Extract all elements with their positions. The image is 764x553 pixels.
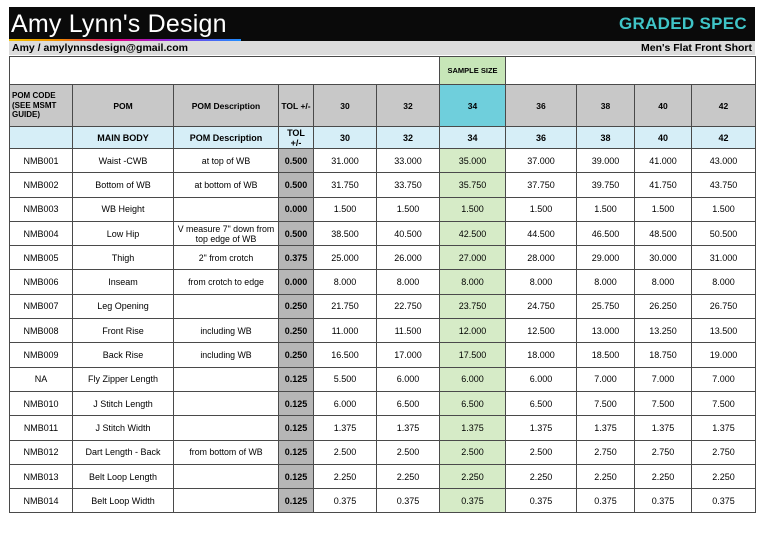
size-value-cell: 11.500	[377, 319, 440, 343]
pom-code-cell: NMB010	[10, 391, 73, 415]
pom-description-cell	[174, 197, 279, 221]
sample-size-value-cell: 1.375	[440, 416, 506, 440]
pom-code-cell: NMB008	[10, 319, 73, 343]
size-value-cell: 44.500	[506, 221, 577, 245]
sample-size-value-cell: 27.000	[440, 246, 506, 270]
size-value-cell: 31.750	[314, 173, 377, 197]
tolerance-cell: 0.250	[279, 319, 314, 343]
tolerance-cell: 0.125	[279, 440, 314, 464]
pom-name-cell: Front Rise	[73, 319, 174, 343]
size-value-cell: 8.000	[635, 270, 692, 294]
size-value-cell: 17.000	[377, 343, 440, 367]
tolerance-cell: 0.000	[279, 270, 314, 294]
size-value-cell: 8.000	[692, 270, 756, 294]
section-pom-description: POM Description	[174, 127, 279, 149]
header-size: 38	[577, 85, 635, 127]
tolerance-cell: 0.375	[279, 246, 314, 270]
pom-code-cell: NMB006	[10, 270, 73, 294]
sample-size-label: SAMPLE SIZE	[440, 57, 506, 85]
pom-description-cell	[174, 294, 279, 318]
brand-name: Amy Lynn's Design	[11, 10, 227, 38]
tolerance-cell: 0.125	[279, 391, 314, 415]
size-value-cell: 25.750	[577, 294, 635, 318]
info-bar	[9, 41, 755, 55]
size-value-cell: 7.000	[577, 367, 635, 391]
sample-size-value-cell: 6.500	[440, 391, 506, 415]
pom-code-cell: NMB001	[10, 149, 73, 173]
size-value-cell: 6.000	[506, 367, 577, 391]
size-value-cell: 7.500	[577, 391, 635, 415]
size-value-cell: 7.500	[692, 391, 756, 415]
pom-name-cell: Belt Loop Length	[73, 464, 174, 488]
pom-code-cell: NMB005	[10, 246, 73, 270]
header-size: 30	[314, 85, 377, 127]
sample-size-row	[10, 57, 756, 85]
size-value-cell: 0.375	[577, 489, 635, 513]
blank-cell	[10, 57, 440, 85]
size-value-cell: 0.375	[506, 489, 577, 513]
size-value-cell: 28.000	[506, 246, 577, 270]
pom-description-cell: at top of WB	[174, 149, 279, 173]
pom-name-cell: J Stitch Width	[73, 416, 174, 440]
sample-size-value-cell: 17.500	[440, 343, 506, 367]
size-value-cell: 2.750	[635, 440, 692, 464]
size-value-cell: 1.500	[506, 197, 577, 221]
size-value-cell: 33.000	[377, 149, 440, 173]
garment-name: Men's Flat Front Short	[641, 42, 752, 54]
tolerance-cell: 0.500	[279, 221, 314, 245]
size-value-cell: 41.750	[635, 173, 692, 197]
pom-code-cell: NA	[10, 367, 73, 391]
size-value-cell: 39.750	[577, 173, 635, 197]
tolerance-cell: 0.500	[279, 173, 314, 197]
section-size: 34	[440, 127, 506, 149]
section-size: 40	[635, 127, 692, 149]
size-value-cell: 21.750	[314, 294, 377, 318]
size-value-cell: 43.750	[692, 173, 756, 197]
size-value-cell: 7.000	[635, 367, 692, 391]
table-row	[10, 489, 756, 513]
size-value-cell: 1.500	[577, 197, 635, 221]
sample-size-value-cell: 0.375	[440, 489, 506, 513]
header-size: 32	[377, 85, 440, 127]
size-value-cell: 39.000	[577, 149, 635, 173]
size-value-cell: 50.500	[692, 221, 756, 245]
size-value-cell: 0.375	[377, 489, 440, 513]
pom-name-cell: WB Height	[73, 197, 174, 221]
pom-name-cell: Thigh	[73, 246, 174, 270]
size-value-cell: 26.750	[692, 294, 756, 318]
size-value-cell: 1.375	[692, 416, 756, 440]
size-value-cell: 8.000	[506, 270, 577, 294]
contact-text: Amy / amylynnsdesign@gmail.com	[12, 42, 188, 54]
size-value-cell: 0.375	[635, 489, 692, 513]
size-value-cell: 6.500	[377, 391, 440, 415]
size-value-cell: 18.750	[635, 343, 692, 367]
sample-size-value-cell: 42.500	[440, 221, 506, 245]
pom-name-cell: Leg Opening	[73, 294, 174, 318]
table-row	[10, 173, 756, 197]
header-pom-code: POM CODE (SEE MSMT GUIDE)	[10, 85, 73, 127]
size-value-cell: 7.000	[692, 367, 756, 391]
section-row-main-body	[10, 127, 756, 149]
size-value-cell: 2.250	[314, 464, 377, 488]
size-value-cell: 11.000	[314, 319, 377, 343]
tolerance-cell: 0.000	[279, 197, 314, 221]
doc-type-title: GRADED SPEC	[619, 14, 747, 33]
size-value-cell: 13.250	[635, 319, 692, 343]
size-value-cell: 30.000	[635, 246, 692, 270]
size-value-cell: 1.375	[506, 416, 577, 440]
pom-description-cell: 2" from crotch	[174, 246, 279, 270]
pom-description-cell	[174, 416, 279, 440]
size-value-cell: 40.500	[377, 221, 440, 245]
sample-size-value-cell: 1.500	[440, 197, 506, 221]
size-value-cell: 7.500	[635, 391, 692, 415]
header-size: 36	[506, 85, 577, 127]
header-size: 42	[692, 85, 756, 127]
sample-size-value-cell: 2.500	[440, 440, 506, 464]
tolerance-cell: 0.125	[279, 464, 314, 488]
size-value-cell: 2.250	[577, 464, 635, 488]
column-header-row	[10, 85, 756, 127]
size-value-cell: 25.000	[314, 246, 377, 270]
size-value-cell: 1.500	[635, 197, 692, 221]
pom-description-cell: from crotch to edge	[174, 270, 279, 294]
sample-size-value-cell: 12.000	[440, 319, 506, 343]
size-value-cell: 37.000	[506, 149, 577, 173]
tolerance-cell: 0.250	[279, 294, 314, 318]
pom-description-cell: including WB	[174, 319, 279, 343]
header-size-sample: 34	[440, 85, 506, 127]
size-value-cell: 1.500	[377, 197, 440, 221]
table-row	[10, 197, 756, 221]
pom-code-cell: NMB012	[10, 440, 73, 464]
pom-name-cell: Low Hip	[73, 221, 174, 245]
header-pom: POM	[73, 85, 174, 127]
sample-size-value-cell: 35.750	[440, 173, 506, 197]
header-bar	[9, 7, 755, 41]
size-value-cell: 1.500	[692, 197, 756, 221]
pom-code-cell: NMB002	[10, 173, 73, 197]
size-value-cell: 2.250	[506, 464, 577, 488]
size-value-cell: 8.000	[377, 270, 440, 294]
size-value-cell: 18.000	[506, 343, 577, 367]
sample-size-value-cell: 23.750	[440, 294, 506, 318]
pom-name-cell: Bottom of WB	[73, 173, 174, 197]
size-value-cell: 38.500	[314, 221, 377, 245]
table-row	[10, 464, 756, 488]
size-value-cell: 1.375	[635, 416, 692, 440]
pom-code-cell: NMB013	[10, 464, 73, 488]
size-value-cell: 1.375	[377, 416, 440, 440]
pom-description-cell	[174, 464, 279, 488]
table-row	[10, 416, 756, 440]
pom-description-cell: V measure 7" down from top edge of WB	[174, 221, 279, 245]
table-row	[10, 343, 756, 367]
size-value-cell: 0.375	[692, 489, 756, 513]
size-value-cell: 31.000	[314, 149, 377, 173]
size-value-cell: 2.750	[692, 440, 756, 464]
section-title: MAIN BODY	[73, 127, 174, 149]
pom-code-cell: NMB004	[10, 221, 73, 245]
pom-description-cell	[174, 391, 279, 415]
pom-code-cell: NMB007	[10, 294, 73, 318]
size-value-cell: 2.250	[692, 464, 756, 488]
size-value-cell: 26.250	[635, 294, 692, 318]
section-code-cell	[10, 127, 73, 149]
table-row	[10, 319, 756, 343]
pom-name-cell: Dart Length - Back	[73, 440, 174, 464]
pom-name-cell: Fly Zipper Length	[73, 367, 174, 391]
pom-description-cell	[174, 489, 279, 513]
pom-description-cell: including WB	[174, 343, 279, 367]
tolerance-cell: 0.500	[279, 149, 314, 173]
size-value-cell: 19.000	[692, 343, 756, 367]
section-size: 36	[506, 127, 577, 149]
size-value-cell: 18.500	[577, 343, 635, 367]
pom-code-cell: NMB003	[10, 197, 73, 221]
size-value-cell: 29.000	[577, 246, 635, 270]
table-row	[10, 391, 756, 415]
brand-logo	[9, 9, 227, 39]
section-size: 32	[377, 127, 440, 149]
size-value-cell: 43.000	[692, 149, 756, 173]
size-value-cell: 48.500	[635, 221, 692, 245]
size-value-cell: 33.750	[377, 173, 440, 197]
size-value-cell: 1.500	[314, 197, 377, 221]
pom-name-cell: Back Rise	[73, 343, 174, 367]
size-value-cell: 2.500	[314, 440, 377, 464]
size-value-cell: 13.500	[692, 319, 756, 343]
size-value-cell: 31.000	[692, 246, 756, 270]
size-value-cell: 2.750	[577, 440, 635, 464]
pom-name-cell: Inseam	[73, 270, 174, 294]
size-value-cell: 13.000	[577, 319, 635, 343]
size-value-cell: 22.750	[377, 294, 440, 318]
pom-description-cell	[174, 367, 279, 391]
tolerance-cell: 0.125	[279, 489, 314, 513]
size-value-cell: 2.500	[377, 440, 440, 464]
size-value-cell: 6.000	[377, 367, 440, 391]
tolerance-cell: 0.125	[279, 367, 314, 391]
size-value-cell: 16.500	[314, 343, 377, 367]
table-row	[10, 294, 756, 318]
pom-name-cell: Belt Loop Width	[73, 489, 174, 513]
table-row	[10, 149, 756, 173]
size-value-cell: 1.375	[577, 416, 635, 440]
sample-size-value-cell: 8.000	[440, 270, 506, 294]
table-row	[10, 367, 756, 391]
section-size: 30	[314, 127, 377, 149]
size-value-cell: 1.375	[314, 416, 377, 440]
sample-size-value-cell: 6.000	[440, 367, 506, 391]
size-value-cell: 6.000	[314, 391, 377, 415]
graded-spec-table	[9, 56, 756, 513]
pom-description-cell: from bottom of WB	[174, 440, 279, 464]
sample-size-value-cell: 2.250	[440, 464, 506, 488]
table-row	[10, 221, 756, 245]
size-value-cell: 6.500	[506, 391, 577, 415]
size-value-cell: 8.000	[577, 270, 635, 294]
section-size: 38	[577, 127, 635, 149]
size-value-cell: 2.500	[506, 440, 577, 464]
pom-code-cell: NMB014	[10, 489, 73, 513]
table-row	[10, 440, 756, 464]
size-value-cell: 41.000	[635, 149, 692, 173]
tolerance-cell: 0.250	[279, 343, 314, 367]
table-row	[10, 246, 756, 270]
pom-description-cell: at bottom of WB	[174, 173, 279, 197]
header-size: 40	[635, 85, 692, 127]
section-size: 42	[692, 127, 756, 149]
table-row	[10, 270, 756, 294]
sample-size-value-cell: 35.000	[440, 149, 506, 173]
pom-code-cell: NMB009	[10, 343, 73, 367]
pom-name-cell: J Stitch Length	[73, 391, 174, 415]
pom-name-cell: Waist -CWB	[73, 149, 174, 173]
tolerance-cell: 0.125	[279, 416, 314, 440]
section-tol: TOL +/-	[279, 127, 314, 149]
size-value-cell: 2.250	[635, 464, 692, 488]
size-value-cell: 46.500	[577, 221, 635, 245]
size-value-cell: 0.375	[314, 489, 377, 513]
blank-cell	[506, 57, 756, 85]
size-value-cell: 8.000	[314, 270, 377, 294]
size-value-cell: 12.500	[506, 319, 577, 343]
size-value-cell: 37.750	[506, 173, 577, 197]
size-value-cell: 26.000	[377, 246, 440, 270]
size-value-cell: 24.750	[506, 294, 577, 318]
size-value-cell: 5.500	[314, 367, 377, 391]
size-value-cell: 2.250	[377, 464, 440, 488]
header-pom-description: POM Description	[174, 85, 279, 127]
pom-code-cell: NMB011	[10, 416, 73, 440]
header-tol: TOL +/-	[279, 85, 314, 127]
